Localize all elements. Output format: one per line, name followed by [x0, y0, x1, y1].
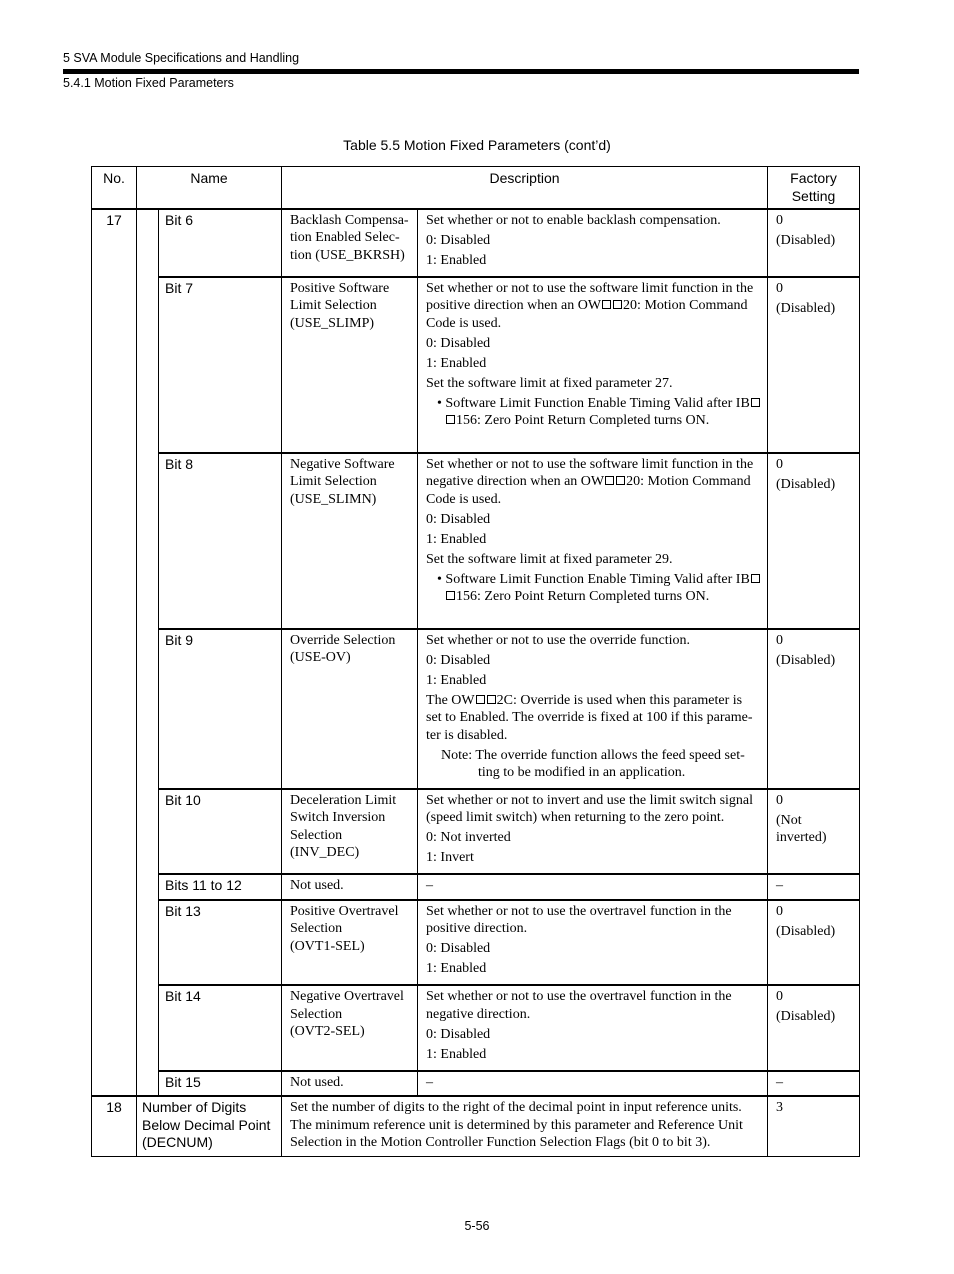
param-description: Set whether or not to use the overtravel function in the positive direction. 0: Disabled 1: Enabled: [418, 900, 768, 986]
table-row: [92, 453, 860, 629]
table-caption: Table 5.5 Motion Fixed Parameters (cont’d): [343, 137, 611, 153]
bit-label: Bit 13: [159, 900, 282, 986]
bit-label: Bit 10: [159, 789, 282, 875]
placeholder-square-icon: [751, 398, 760, 407]
param-name: Number of Digits Below Decimal Point (DECNUM): [137, 1096, 282, 1156]
param-name: Deceleration Limit Switch Inversion Selection (INV_DEC): [282, 789, 418, 875]
factory-setting: 0 (Disabled): [768, 277, 860, 453]
bit-label: Bit 6: [159, 209, 282, 277]
table-row: [92, 277, 860, 453]
param-description: Set the number of digits to the right of the decimal point in input reference units. The minimum reference unit is determined by this parameter and Reference Unit Selection in the Motion Controller Function Selection Flags (bit 0 to bit 3).: [282, 1096, 768, 1156]
param-name: Backlash Compensa- tion Enabled Selec- tion (USE_BKRSH): [282, 209, 418, 277]
column-header-factory-setting: Factory Setting: [768, 167, 860, 209]
table-row: [92, 789, 860, 875]
placeholder-square-icon: [613, 300, 622, 309]
column-header-description: Description: [282, 167, 768, 209]
bit-label: Bit 9: [159, 629, 282, 789]
header-rule: [63, 69, 859, 74]
table-row: [92, 900, 860, 986]
bit-label: Bit 8: [159, 453, 282, 629]
param-name: Positive Software Limit Selection (USE_SLIMP): [282, 277, 418, 453]
param-name: Not used.: [282, 874, 418, 900]
factory-setting: 0 (Disabled): [768, 453, 860, 629]
placeholder-square-icon: [602, 300, 611, 309]
bit-label: Bits 11 to 12: [159, 874, 282, 900]
param-description: –: [418, 874, 768, 900]
param-description: Set whether or not to use the overtravel function in the negative direction. 0: Disabled 1: Enabled: [418, 985, 768, 1071]
param-name: Negative Software Limit Selection (USE_SLIMN): [282, 453, 418, 629]
placeholder-square-icon: [605, 476, 614, 485]
bit-indent: [137, 209, 159, 1097]
placeholder-square-icon: [751, 574, 760, 583]
factory-setting: 0 (Not inverted): [768, 789, 860, 875]
param-description: Set whether or not to use the software limit function in the positive direction when an OW 20: Motion Command Code is used. 0: Disabled 1: Enabled Set the software limit at fixed parameter 27. • Software Limit Function Enable Timing Valid after IB156: Zero Point Return Completed turns ON.: [418, 277, 768, 453]
param-description: Set whether or not to enable backlash compensation. 0: Disabled 1: Enabled: [418, 209, 768, 277]
param-name: Override Selection (USE-OV): [282, 629, 418, 789]
param-description: Set whether or not to use the override function. 0: Disabled 1: Enabled The OW 2C: Override is used when this parameter is set to Enabled. The override is fixed at 100 if this parame-ter is disabled. Note: The override function allows the feed speed set-ting to be modified in an application.: [418, 629, 768, 789]
column-header-no: No.: [92, 167, 137, 209]
chapter-header: 5 SVA Module Specifications and Handling: [63, 51, 300, 65]
factory-setting: 3: [768, 1096, 860, 1156]
motion-fixed-parameters-table: [91, 166, 860, 1157]
param-description: Set whether or not to use the software limit function in the negative direction when an OW 20: Motion Command Code is used. 0: Disabled 1: Enabled Set the software limit at fixed parameter 29. • Software Limit Function Enable Timing Valid after IB156: Zero Point Return Completed turns ON.: [418, 453, 768, 629]
bit-label: Bit 7: [159, 277, 282, 453]
factory-setting: 0 (Disabled): [768, 900, 860, 986]
param-description: Set whether or not to invert and use the limit switch signal (speed limit switch) when returning to the zero point. 0: Not inverted 1: Invert: [418, 789, 768, 875]
placeholder-square-icon: [476, 695, 485, 704]
param-name: Positive Overtravel Selection (OVT1-SEL): [282, 900, 418, 986]
table-row: [92, 209, 860, 277]
param-name: Not used.: [282, 1071, 418, 1097]
param-number: 17: [92, 209, 137, 1097]
factory-setting: 0 (Disabled): [768, 629, 860, 789]
column-header-name: Name: [137, 167, 282, 209]
placeholder-square-icon: [616, 476, 625, 485]
factory-setting: 0 (Disabled): [768, 985, 860, 1071]
factory-setting: –: [768, 874, 860, 900]
param-number: 18: [92, 1096, 137, 1156]
placeholder-square-icon: [446, 415, 455, 424]
param-name: Negative Overtravel Selection (OVT2-SEL): [282, 985, 418, 1071]
factory-setting: 0 (Disabled): [768, 209, 860, 277]
bit-label: Bit 14: [159, 985, 282, 1071]
table-row: [92, 985, 860, 1071]
table-row: [92, 1096, 860, 1156]
section-header: 5.4.1 Motion Fixed Parameters: [63, 76, 234, 90]
param-description: –: [418, 1071, 768, 1097]
placeholder-square-icon: [446, 591, 455, 600]
placeholder-square-icon: [487, 695, 496, 704]
table-row: [92, 874, 860, 900]
bit-label: Bit 15: [159, 1071, 282, 1097]
table-row: [92, 1071, 860, 1097]
factory-setting: –: [768, 1071, 860, 1097]
page-number: 5-56: [464, 1219, 490, 1233]
table-row: [92, 629, 860, 789]
